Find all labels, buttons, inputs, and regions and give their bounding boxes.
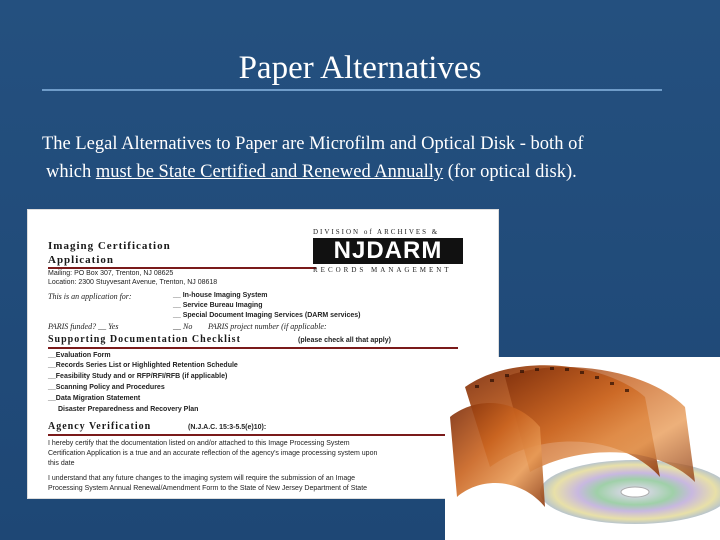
microfilm-and-disk-photo: [445, 357, 720, 540]
checklist-item: __Data Migration Statement: [48, 395, 141, 402]
disk-hole: [621, 487, 649, 497]
checklist-item: __Evaluation Form: [48, 352, 111, 359]
body-line-2-prefix: which: [46, 162, 96, 182]
body-line-1: The Legal Alternatives to Paper are Microfilm and Optical Disk - both of: [42, 134, 584, 154]
paris-funded-label: PARIS funded? __ Yes: [48, 322, 119, 331]
logo-bottom-text: RECORDS MANAGEMENT: [313, 266, 452, 274]
body-line-2-suffix: (for optical disk).: [443, 162, 577, 182]
underlined-requirement: must be State Certified and Renewed Annually: [95, 162, 444, 182]
checklist-item: Disaster Preparedness and Recovery Plan: [58, 406, 199, 413]
paris-no-option: __ No: [173, 322, 193, 331]
title-underline: [48, 267, 316, 269]
mailing-address: Mailing: PO Box 307, Trenton, NJ 08625: [48, 270, 174, 277]
paris-project-label: PARIS project number (if applicable:: [208, 322, 327, 331]
section-2-underline: [48, 434, 468, 436]
logo-wordmark: NJDARM: [313, 238, 463, 264]
location-address: Location: 2300 Stuyvesant Avenue, Trenton, NJ 08618: [48, 279, 218, 286]
slide-body-text: [42, 130, 692, 186]
certification-form-image: [28, 210, 498, 498]
checklist-item: __Scanning Policy and Procedures: [48, 384, 165, 391]
film-strip-3: [450, 403, 545, 507]
njdarm-logo: [313, 228, 463, 280]
film-reel-illustration: [445, 357, 720, 540]
certification-line-4: I understand that any future changes to the imaging system will require the submission of an Image: [48, 475, 356, 482]
section-supporting-docs: Supporting Documentation Checklist: [48, 334, 241, 345]
section-1-underline: [48, 347, 458, 349]
section-verification-note: (N.J.A.C. 15:3-5.5(e)10):: [188, 424, 267, 431]
form-title-line-2: Application: [48, 254, 115, 266]
certification-line-1: I hereby certify that the documentation listed on and/or attached to this Image Processing System: [48, 440, 350, 447]
certification-line-2: Certification Application is a true and an accurate reflection of the agency's image processing system upon: [48, 450, 378, 457]
title-divider: [42, 89, 662, 91]
body-line-2: [42, 158, 692, 186]
section-supporting-note: (please check all that apply): [298, 337, 391, 344]
checklist-item: __Feasibility Study and or RFP/RFI/RFB (if applicable): [48, 373, 228, 380]
checklist-item: __Records Series List or Highlighted Retention Schedule: [48, 362, 238, 369]
option-inhouse: __ In-house Imaging System: [173, 292, 268, 299]
form-title-line-1: Imaging Certification: [48, 240, 171, 252]
option-special-services: __ Special Document Imaging Services (DARM services): [173, 312, 361, 319]
logo-top-text: DIVISION of ARCHIVES &: [313, 228, 440, 236]
section-agency-verification: Agency Verification: [48, 421, 152, 432]
option-service-bureau: __ Service Bureau Imaging: [173, 302, 263, 309]
slide-title: Paper Alternatives: [238, 50, 482, 86]
certification-line-5: Processing System Annual Renewal/Amendment Form to the State of New Jersey Department of State: [48, 485, 368, 492]
application-for-label: This is an application for:: [48, 292, 132, 301]
certification-line-3: this date: [48, 460, 75, 467]
